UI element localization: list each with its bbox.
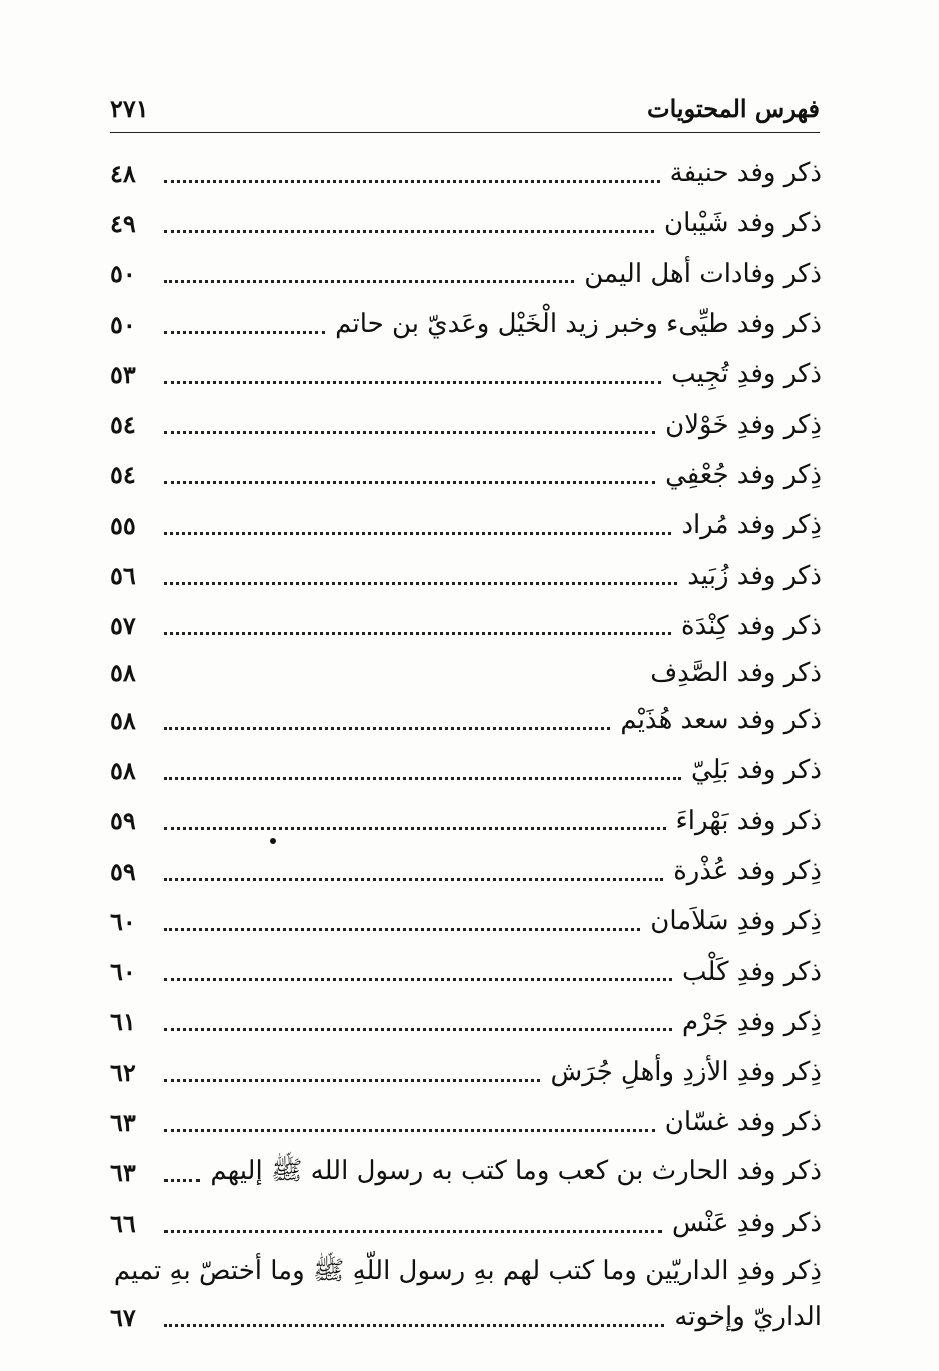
toc-entry xyxy=(110,1148,822,1198)
toc-entry xyxy=(110,1047,822,1097)
toc-entry-page: ٤٨ xyxy=(110,158,136,188)
dot-leader xyxy=(164,180,660,183)
dot-leader xyxy=(164,582,677,585)
dot-leader xyxy=(164,679,640,682)
dot-leader xyxy=(164,532,671,535)
dot-leader xyxy=(164,230,654,233)
toc-entry-title: ذكر وفد الصَّدِف xyxy=(650,657,822,688)
toc-entry-title: ذِكر وفدِ جَرْم xyxy=(682,1006,822,1037)
dot-leader xyxy=(164,777,681,780)
toc-entry xyxy=(110,299,822,349)
toc-entry-page: ٦٣ xyxy=(110,1107,136,1137)
toc-entry xyxy=(110,450,822,500)
toc-entry-page: ٥٩ xyxy=(110,806,136,836)
toc-entry xyxy=(110,997,822,1047)
toc-entry-page: ٥٨ xyxy=(110,755,136,785)
dot-leader xyxy=(164,1230,662,1233)
toc-entry-page: ٦٢ xyxy=(110,1057,136,1087)
toc-entry-page: ٥٨ xyxy=(110,705,136,735)
dot-leader xyxy=(164,331,325,334)
toc-entry-title: ذكر وفد سعد هُذَيْم xyxy=(620,705,822,736)
toc-entry-title: ذكر وفد كِنْدَة xyxy=(681,610,822,641)
toc-entry-title: ذِكر وفدِ خَوْلان xyxy=(665,409,822,440)
dot-leader xyxy=(164,632,671,635)
toc-entry xyxy=(110,550,822,600)
dot-leader xyxy=(164,1129,655,1132)
toc-entry xyxy=(110,796,822,846)
toc-entry-title: ذكر وفدِ تُجِيب xyxy=(671,359,822,390)
toc-entry-title: ذِكر وفدِ سَلاَمان xyxy=(650,906,822,937)
toc-entry-page: ٦٠ xyxy=(110,906,136,936)
toc-entry xyxy=(110,846,822,896)
header-title: فهرس المحتويات xyxy=(646,94,820,123)
toc-entry-title: ذِكر وفدِ الأزدِ وأهلِ جُرَش xyxy=(550,1057,822,1088)
toc-entry xyxy=(110,198,822,248)
toc-entry-title: ذكر وفد طيِّىء وخبر زيد الْخَيْل وعَديّ بن حاتم xyxy=(335,309,822,340)
toc-entry-title: ذكر وفد غسّان xyxy=(664,1107,822,1138)
toc-entry xyxy=(110,695,822,745)
toc-entry-title: ذكر وفد شَيْبان xyxy=(664,208,822,239)
toc-entry-title: ذكر وفد حنيفة xyxy=(669,158,822,189)
ink-spot xyxy=(270,838,276,844)
dot-leader xyxy=(164,878,663,881)
toc-entry-title: ذكر وفدِ كَلْب xyxy=(682,956,822,987)
toc-entry xyxy=(110,601,822,651)
toc-entry xyxy=(110,1097,822,1147)
toc-entry-title: ذكر وفد بَهْراءَ xyxy=(675,805,822,836)
toc-entry-title: ذِكر وفد جُعْفِي xyxy=(665,459,822,490)
dot-leader xyxy=(164,381,661,384)
dot-leader xyxy=(164,1324,664,1327)
toc-entry-page: ٥٧ xyxy=(110,611,136,641)
toc-entry-title: ذكر وفد زُبَيد xyxy=(687,560,822,591)
toc-entry-page: ٦٦ xyxy=(110,1208,136,1238)
toc-entry-title: ذكر وفد الحارث بن كعب وما كتب به رسول الله ﷺ إليهم xyxy=(210,1155,822,1186)
toc-entry-page: ٦٠ xyxy=(110,957,136,987)
toc-entry-title-line2: الداريّ وإخوته xyxy=(674,1302,822,1333)
toc-entry-page: ٤٩ xyxy=(110,208,136,238)
toc-entry xyxy=(110,745,822,795)
toc-entry-page: ٥٦ xyxy=(110,561,136,591)
dot-leader xyxy=(164,727,610,730)
toc-entry-page: ٦١ xyxy=(110,1007,136,1037)
toc-entry xyxy=(110,896,822,946)
toc-entry-title: ذكر وفدِ عَنْس xyxy=(672,1208,822,1239)
toc-entry xyxy=(110,349,822,399)
header-page-number: ٢٧١ xyxy=(110,94,149,123)
toc-entry-page: ٥٨ xyxy=(110,658,136,688)
toc-entry-line2 xyxy=(110,1294,822,1340)
toc-entry-title: ذكر وفد بَلِيّ xyxy=(691,755,822,786)
toc-entry-title: ذكر وفادات أهل اليمن xyxy=(584,258,822,289)
dot-leader xyxy=(164,928,640,931)
dot-leader xyxy=(164,481,655,484)
toc-entry-page: ٥٣ xyxy=(110,359,136,389)
toc-entry-page: ٦٣ xyxy=(110,1158,136,1188)
toc-entry xyxy=(110,1198,822,1248)
toc-entry xyxy=(110,946,822,996)
toc-entry-page: ٦٧ xyxy=(110,1302,136,1332)
toc-entry-page: ٥٩ xyxy=(110,856,136,886)
toc-entry xyxy=(110,249,822,299)
page-header xyxy=(110,92,820,133)
toc-entry-title-line1: ذِكر وفدِ الداريّين وما كتب لهم بهِ رسول اللّهِ ﷺ وما أختصّ بهِ تميم xyxy=(113,1256,822,1287)
table-of-contents xyxy=(110,148,822,1344)
toc-entry-title: ذِكر وفد عُذْرة xyxy=(673,856,822,886)
toc-entry-multiline xyxy=(110,1248,822,1344)
dot-leader xyxy=(164,978,672,981)
dot-leader xyxy=(164,827,666,830)
dot-leader xyxy=(164,1028,672,1031)
dot-leader xyxy=(164,1179,200,1182)
toc-entry-page: ٥٠ xyxy=(110,259,136,289)
toc-entry xyxy=(110,148,822,198)
toc-entry-page: ٥٤ xyxy=(110,410,136,440)
toc-entry xyxy=(110,651,822,695)
toc-entry-title: ذِكر وفد مُراد xyxy=(681,510,822,541)
toc-entry-page: ٥٠ xyxy=(110,309,136,339)
toc-entry xyxy=(110,399,822,449)
toc-entry xyxy=(110,500,822,550)
toc-entry-page: ٥٤ xyxy=(110,460,136,490)
dot-leader xyxy=(164,431,655,434)
dot-leader xyxy=(164,1079,540,1082)
toc-entry-page: ٥٥ xyxy=(110,510,136,540)
dot-leader xyxy=(164,280,574,283)
